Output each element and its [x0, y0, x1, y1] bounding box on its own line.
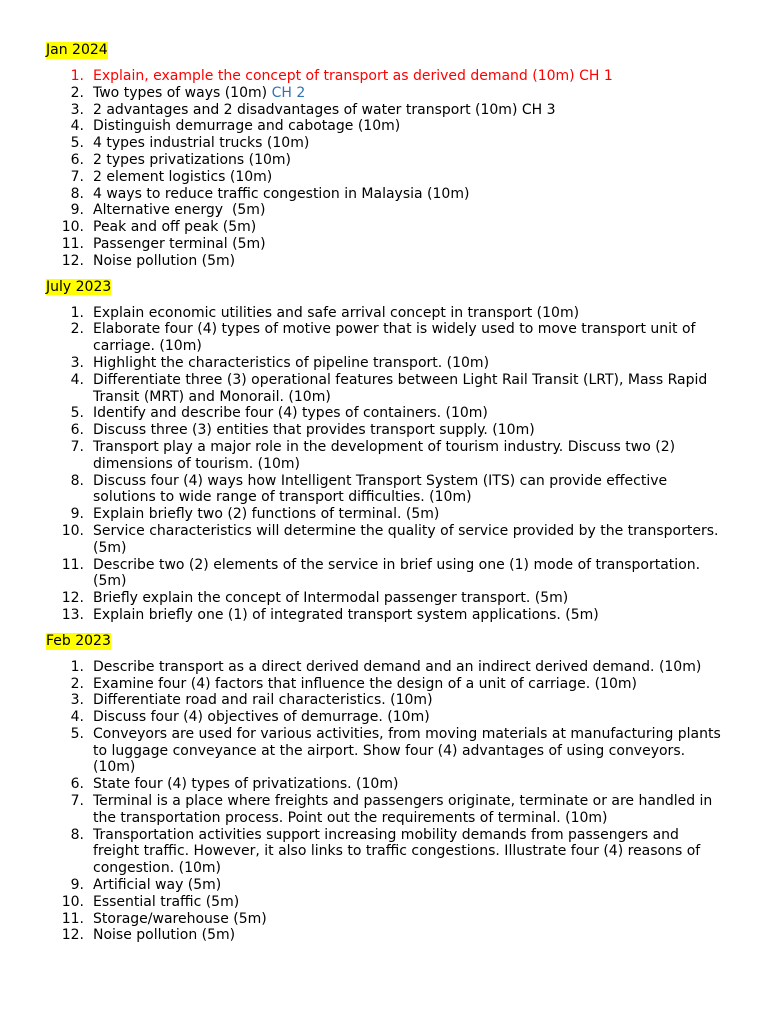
item-text: Describe two (2) elements of the service in brief using one (1) mode of transportation. (5m)	[93, 556, 701, 590]
item-text: State four (4) types of privatizations. (10m)	[93, 776, 399, 793]
item-text: Transport play a major role in the development of tourism industry. Discuss two (2) dimensions of tourism. (10m)	[93, 438, 676, 472]
section-heading: Feb 2023	[46, 632, 111, 649]
item-number: 10.	[61, 219, 84, 236]
item-text: Differentiate three (3) operational features between Light Rail Transit (LRT), Mass Rapid Transit (MRT) and Monorail. (10m)	[93, 371, 708, 405]
item-number: 11.	[61, 235, 84, 252]
item-number: 10.	[61, 522, 84, 539]
list-item	[46, 607, 728, 624]
item-text: Differentiate road and rail characteristics. (10m)	[93, 692, 433, 709]
item-text: Storage/warehouse (5m)	[93, 910, 267, 927]
item-number: 1.	[70, 304, 84, 321]
list-item	[46, 676, 728, 693]
list-item	[46, 321, 728, 355]
list-item	[46, 68, 728, 85]
section-july-2023	[46, 279, 728, 624]
list-item	[46, 135, 728, 152]
question-list	[46, 305, 728, 624]
question-list	[46, 68, 728, 270]
list-item	[46, 473, 728, 507]
list-item	[46, 827, 728, 877]
item-number: 2.	[70, 321, 84, 338]
list-item	[46, 355, 728, 372]
item-text: Explain briefly two (2) functions of terminal. (5m)	[93, 506, 440, 523]
item-number: 9.	[70, 877, 84, 894]
item-number: 11.	[61, 910, 84, 927]
item-text: Peak and off peak (5m)	[93, 219, 257, 236]
item-number: 8.	[70, 185, 84, 202]
item-text: Conveyors are used for various activities, from moving materials at manufacturing plants to luggage conveyance at the airport. Show four (4) advantages of using conveyors. (10m)	[93, 725, 721, 776]
list-item	[46, 927, 728, 944]
list-item	[46, 186, 728, 203]
item-text: Two types of ways (10m)	[93, 84, 272, 101]
list-item	[46, 85, 728, 102]
item-text: 2 types privatizations (10m)	[93, 151, 292, 168]
item-number: 1.	[70, 658, 84, 675]
item-text: Transportation activities support increasing mobility demands from passengers and freight traffic. However, it also links to traffic congestions. Illustrate four (4) reasons of congestion. (10m)	[93, 826, 701, 877]
item-text: Explain economic utilities and safe arrival concept in transport (10m)	[93, 304, 580, 321]
item-number: 12.	[61, 252, 84, 269]
list-item	[46, 726, 728, 776]
item-text: 2 advantages and 2 disadvantages of water transport (10m) CH 3	[93, 101, 556, 118]
list-item	[46, 405, 728, 422]
item-number: 6.	[70, 422, 84, 439]
item-number: 8.	[70, 472, 84, 489]
item-number: 7.	[70, 168, 84, 185]
item-number: 2.	[70, 84, 84, 101]
list-item	[46, 422, 728, 439]
list-item	[46, 152, 728, 169]
item-text: Describe transport as a direct derived demand and an indirect derived demand. (10m)	[93, 658, 702, 675]
list-item	[46, 305, 728, 322]
list-item	[46, 169, 728, 186]
item-number: 12.	[61, 590, 84, 607]
item-text: Distinguish demurrage and cabotage (10m)	[93, 118, 401, 135]
item-number: 5.	[70, 135, 84, 152]
item-text: 2 element logistics (10m)	[93, 168, 273, 185]
item-number: 4.	[70, 371, 84, 388]
list-item	[46, 118, 728, 135]
item-number: 9.	[70, 202, 84, 219]
item-text: Examine four (4) factors that influence the design of a unit of carriage. (10m)	[93, 675, 637, 692]
item-number: 4.	[70, 118, 84, 135]
section-jan-2024	[46, 42, 728, 270]
item-number: 8.	[70, 826, 84, 843]
item-number: 1.	[70, 68, 84, 84]
item-number: 10.	[61, 893, 84, 910]
item-number: 7.	[70, 793, 84, 810]
list-item	[46, 202, 728, 219]
item-text: Service characteristics will determine the quality of service provided by the transporters. (5m)	[93, 522, 719, 556]
item-text: Explain briefly one (1) of integrated transport system applications. (5m)	[93, 606, 599, 623]
item-text: 4 ways to reduce traffic congestion in Malaysia (10m)	[93, 185, 470, 202]
item-text: Discuss three (3) entities that provides transport supply. (10m)	[93, 422, 535, 439]
item-text: Identify and describe four (4) types of containers. (10m)	[93, 405, 488, 422]
list-item	[46, 709, 728, 726]
item-number: 11.	[61, 556, 84, 573]
item-number: 13.	[61, 606, 84, 623]
item-text: Passenger terminal (5m)	[93, 235, 266, 252]
list-item	[46, 793, 728, 827]
item-text: Explain, example the concept of transport as derived demand (10m) CH 1	[93, 68, 613, 84]
list-item	[46, 894, 728, 911]
item-text: Elaborate four (4) types of motive power that is widely used to move transport unit of carriage. (10m)	[93, 321, 696, 355]
item-number: 6.	[70, 151, 84, 168]
list-item	[46, 253, 728, 270]
item-text: Discuss four (4) ways how Intelligent Transport System (ITS) can provide effective solutions to wide range of transport difficulties. (10m)	[93, 472, 668, 506]
item-number: 12.	[61, 927, 84, 944]
item-text: Terminal is a place where freights and passengers originate, terminate or are handled in the transportation process. Point out the requirements of terminal. (10m)	[93, 793, 713, 826]
item-text: Essential traffic (5m)	[93, 893, 240, 910]
list-item	[46, 557, 728, 591]
item-number: 2.	[70, 675, 84, 692]
item-text: Briefly explain the concept of Intermodal passenger transport. (5m)	[93, 590, 569, 607]
item-number: 3.	[70, 101, 84, 118]
list-item	[46, 659, 728, 676]
item-text: Discuss four (4) objectives of demurrage. (10m)	[93, 709, 430, 726]
list-item	[46, 590, 728, 607]
list-item	[46, 439, 728, 473]
item-text: Alternative energy (5m)	[93, 202, 266, 219]
item-number: 5.	[70, 725, 84, 742]
list-item	[46, 692, 728, 709]
item-number: 4.	[70, 709, 84, 726]
question-list	[46, 659, 728, 945]
list-item	[46, 523, 728, 557]
list-item	[46, 911, 728, 928]
list-item	[46, 372, 728, 406]
list-item	[46, 776, 728, 793]
item-number: 5.	[70, 405, 84, 422]
list-item	[46, 236, 728, 253]
section-heading: Jan 2024	[46, 42, 108, 58]
list-item	[46, 219, 728, 236]
list-item	[46, 102, 728, 119]
item-text: Highlight the characteristics of pipeline transport. (10m)	[93, 354, 490, 371]
section-heading: July 2023	[46, 278, 112, 295]
section-feb-2023	[46, 633, 728, 945]
chapter-note: CH 2	[271, 84, 306, 101]
list-item	[46, 877, 728, 894]
item-number: 9.	[70, 506, 84, 523]
item-text: Artificial way (5m)	[93, 877, 222, 894]
item-text: 4 types industrial trucks (10m)	[93, 135, 310, 152]
item-number: 3.	[70, 354, 84, 371]
item-number: 7.	[70, 438, 84, 455]
list-item	[46, 506, 728, 523]
item-number: 6.	[70, 776, 84, 793]
item-text: Noise pollution (5m)	[93, 927, 236, 944]
item-number: 3.	[70, 692, 84, 709]
item-text: Noise pollution (5m)	[93, 252, 236, 269]
